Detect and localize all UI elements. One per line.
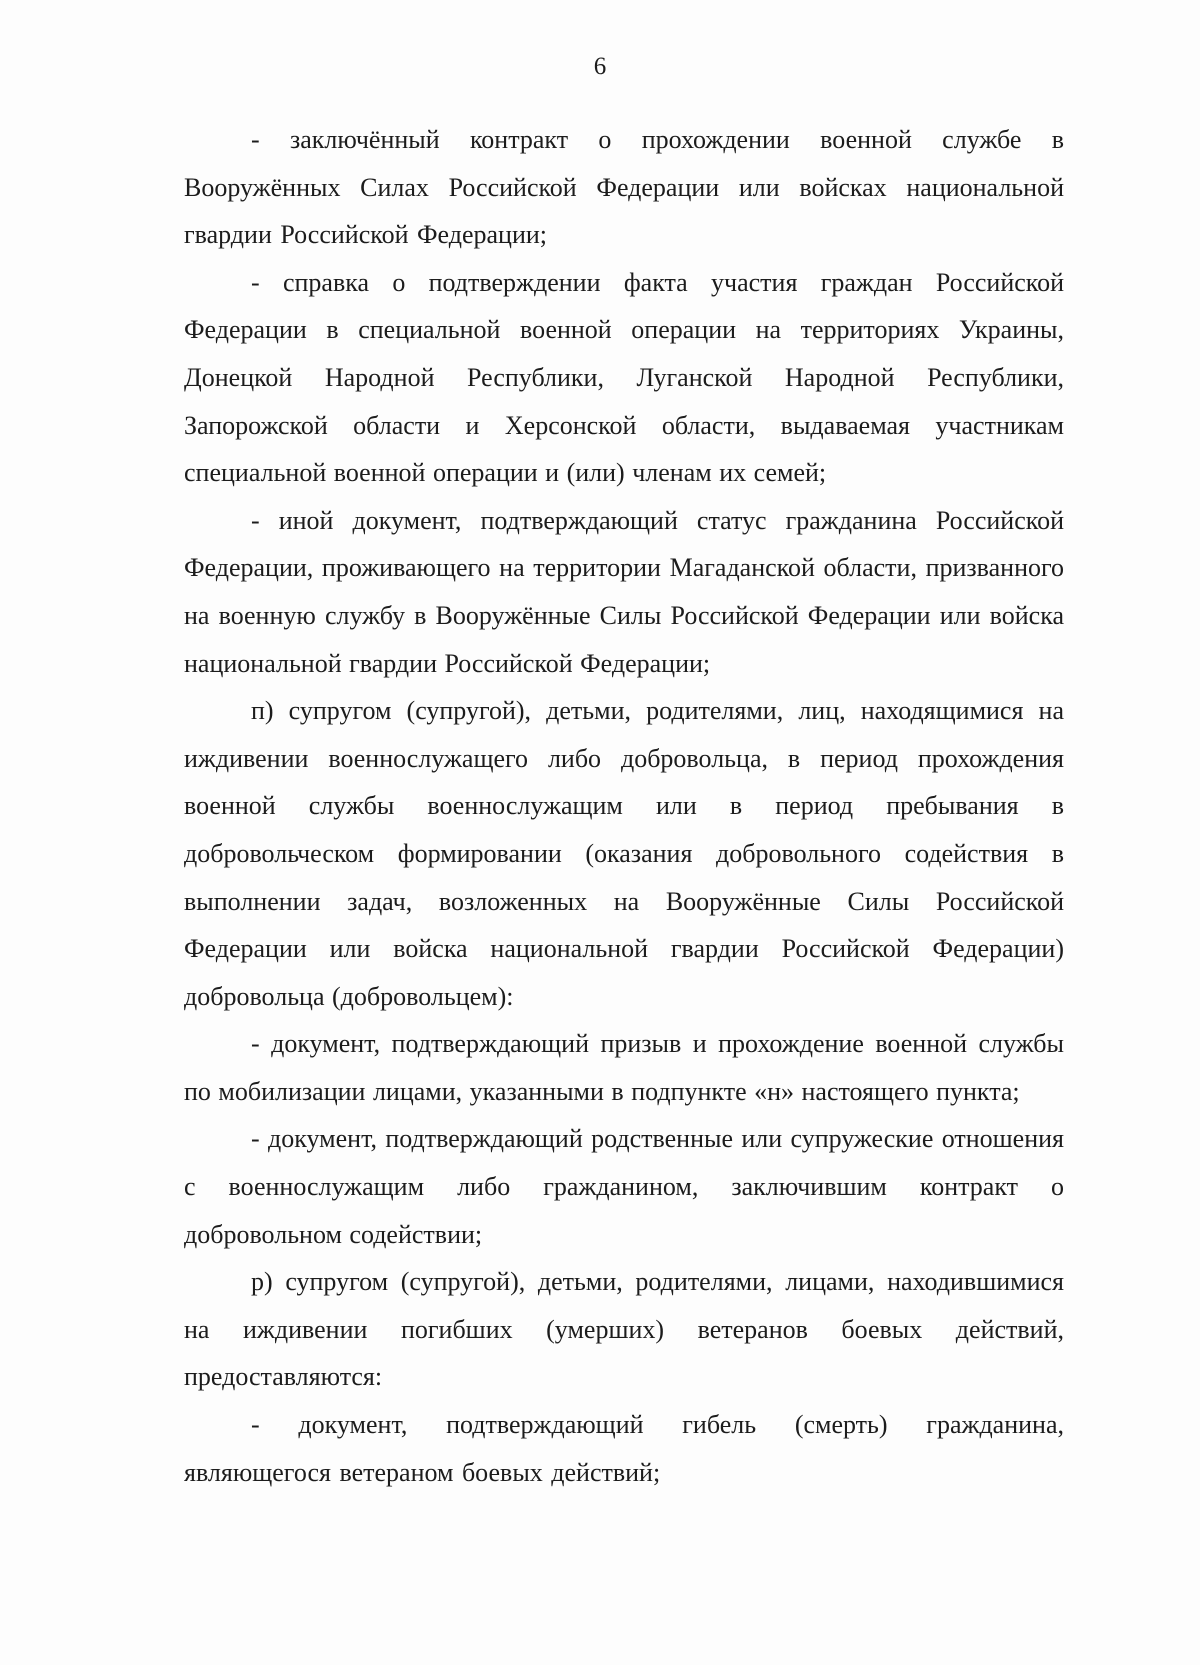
paragraph-death-document: - документ, подтверждающий гибель (смерть) гражданина, являющегося ветераном боевых действий;	[184, 1410, 1064, 1487]
paragraph-other-document: - иной документ, подтверждающий статус гражданина Российской Федерации, проживающего на территории Магаданской области, призванного на военную службу в Вооружённые Силы Российской Федерации или войска национальной гвардии Российской Федерации;	[184, 505, 1064, 678]
paragraph-certificate: - справка о подтверждении факта участия граждан Российской Федерации в специальной военной операции на территориях Украины, Донецкой Народной Республики, Луганской Народной Республики, Запорожской области и Херсонской области, выдаваемая участникам специальной военной операции и (или) членам их семей;	[184, 267, 1064, 488]
paragraph-item-p: п) супругом (супругой), детьми, родителями, лиц, находящимися на иждивении военнослужащего либо добровольца, в период прохождения военной службы военнослужащим или в период пребывания в добровольческом формировании (оказания добровольного содействия в выполнении задач, возложенных на Вооружённые Силы Российской Федерации или войска национальной гвардии Российской Федерации) добровольца (добровольцем):	[184, 696, 1064, 1011]
paragraph-relationship-document: - документ, подтверждающий родственные или супружеские отношения с военнослужащим либо гражданином, заключившим контракт о добровольном содействии;	[184, 1124, 1064, 1249]
document-body	[184, 116, 1064, 1496]
page-number: 6	[593, 53, 607, 80]
paragraph-item-r: р) супругом (супругой), детьми, родителями, лицами, находившимися на иждивении погибших (умерших) ветеранов боевых действий, предоставляются:	[184, 1267, 1064, 1392]
paragraph-contract: - заключённый контракт о прохождении военной службе в Вооружённых Силах Российской Федерации или войсках национальной гвардии Российской Федерации;	[184, 125, 1064, 250]
paragraph-mobilization-document: - документ, подтверждающий призыв и прохождение военной службы по мобилизации лицами, указанными в подпункте «н» настоящего пункта;	[184, 1029, 1064, 1106]
